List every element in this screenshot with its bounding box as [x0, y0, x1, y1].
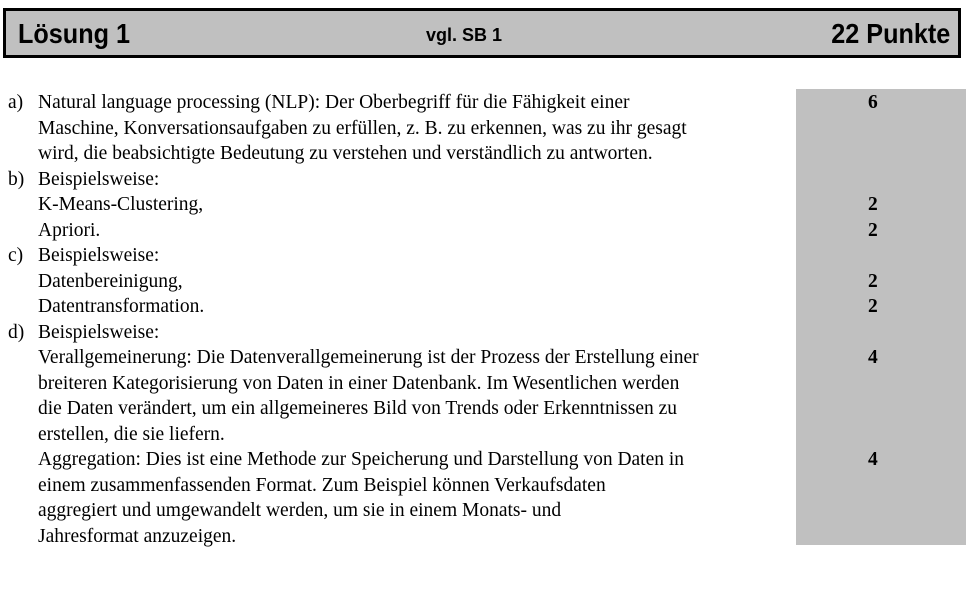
answer-line	[8, 447, 967, 473]
line-points: 2	[868, 219, 878, 241]
answer-line	[8, 167, 967, 193]
answer-text: K-Means-Clustering,	[38, 194, 204, 215]
line-points: 4	[868, 449, 878, 470]
answer-body	[8, 90, 967, 549]
answer-line	[8, 498, 967, 524]
line-points: 6	[868, 92, 878, 113]
answer-line	[8, 345, 967, 371]
answer-line	[8, 524, 967, 550]
answer-text: Beispielsweise:	[38, 321, 160, 343]
answer-text: breiteren Kategorisierung von Daten in einer Datenbank. Im Wesentlichen werden	[38, 372, 680, 394]
answer-text: erstellen, die sie liefern.	[38, 423, 225, 445]
answer-text: Natural language processing (NLP): Der Oberbegriff für die Fähigkeit einer	[38, 92, 630, 113]
line-points: 4	[868, 347, 878, 368]
line-points: 2	[868, 194, 878, 215]
answer-line	[8, 294, 967, 320]
answer-line	[8, 473, 967, 499]
answer-text: aggregiert und umgewandelt werden, um sie in einem Monats- und	[38, 500, 562, 521]
answer-line	[8, 422, 967, 448]
total-points: 22 Punkte	[830, 18, 950, 49]
solution-title: Lösung 1	[18, 18, 131, 49]
answer-text: Jahresformat anzuzeigen.	[38, 525, 237, 547]
item-label: b)	[8, 168, 25, 190]
reference-label: vgl. SB 1	[426, 25, 503, 45]
answer-text: einem zusammenfassenden Format. Zum Beispiel können Verkaufsdaten	[38, 474, 606, 496]
answer-text: Apriori.	[38, 219, 101, 241]
answer-line	[8, 116, 967, 142]
item-label: a)	[8, 92, 24, 113]
answer-text: Maschine, Konversationsaufgaben zu erfüllen, z. B. zu erkennen, was zu ihr gesagt	[38, 117, 687, 139]
answer-text: Verallgemeinerung: Die Datenverallgemeinerung ist der Prozess der Erstellung einer	[38, 347, 699, 368]
answer-line	[8, 269, 967, 295]
answer-text: Beispielsweise:	[38, 168, 160, 190]
item-label: d)	[8, 321, 25, 343]
item-label: c)	[8, 245, 24, 266]
answer-line	[8, 243, 967, 269]
line-points: 2	[868, 270, 878, 292]
answer-line	[8, 396, 967, 422]
answer-text: die Daten verändert, um ein allgemeineres Bild von Trends oder Erkenntnissen zu	[38, 398, 678, 419]
answer-text: Beispielsweise:	[38, 245, 160, 266]
answer-text: Datenbereinigung,	[38, 270, 183, 292]
answer-line	[8, 320, 967, 346]
answer-text: Aggregation: Dies ist eine Methode zur Speicherung und Darstellung von Daten in	[38, 449, 685, 470]
answer-line	[8, 141, 967, 167]
solution-header	[3, 8, 961, 58]
answer-text: Datentransformation.	[38, 296, 205, 317]
answer-line	[8, 218, 967, 244]
line-points: 2	[868, 296, 878, 317]
answer-line	[8, 371, 967, 397]
answer-line	[8, 192, 967, 218]
answer-line	[8, 90, 967, 116]
answer-text: wird, die beabsichtigte Bedeutung zu verstehen und verständlich zu antworten.	[38, 143, 653, 164]
